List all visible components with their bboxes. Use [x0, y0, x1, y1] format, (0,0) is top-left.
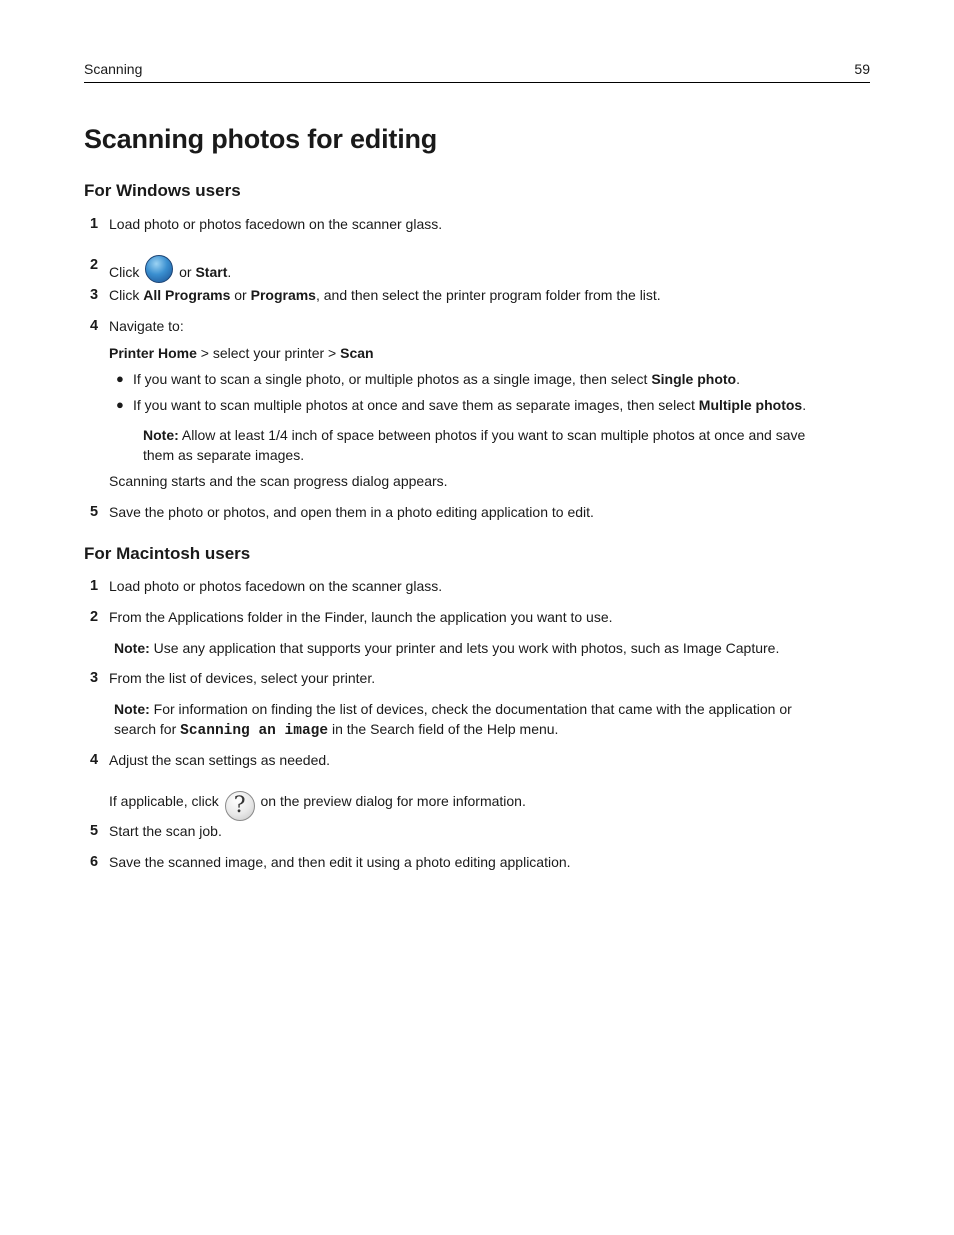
- step-text: Save the scanned image, and then edit it using a photo editing application.: [109, 854, 571, 870]
- step-number: 3: [90, 670, 99, 686]
- windows-start-orb-icon: [145, 255, 173, 283]
- note-text: Use any application that supports your printer and lets you work with photos, such as Image Capture.: [149, 640, 780, 656]
- step-number: 2: [90, 609, 99, 625]
- note-text: For information on finding the list of devices, check the documentation that came with the application or: [149, 701, 792, 717]
- if-applicable-post: on the preview dialog for more information.: [256, 793, 526, 809]
- step-text: From the Applications folder in the Finder, launch the application you want to use.: [109, 609, 613, 625]
- mac-heading: For Macintosh users: [84, 544, 251, 563]
- step-number: 4: [90, 318, 99, 334]
- programs-label: Programs: [250, 287, 316, 303]
- bullet-dot-icon: ●: [116, 371, 124, 386]
- note-label: Note:: [114, 701, 150, 717]
- step-text: Load photo or photos facedown on the scanner glass.: [109, 578, 443, 594]
- if-applicable-text: [109, 791, 526, 821]
- step-text: [109, 255, 231, 283]
- or-text: or: [230, 287, 251, 303]
- step-text: Load photo or photos facedown on the scanner glass.: [109, 216, 443, 232]
- note-text: search for: [114, 721, 181, 737]
- step-number: 2: [90, 257, 99, 273]
- step-text: Save the photo or photos, and open them in a photo editing application to edit.: [109, 504, 594, 520]
- period: .: [736, 371, 740, 387]
- period: .: [227, 264, 232, 280]
- period: .: [802, 397, 807, 413]
- scanning-starts-text: Scanning starts and the scan progress dialog appears.: [109, 473, 448, 489]
- printer-home-label: Printer Home: [109, 345, 197, 361]
- step-text: Start the scan job.: [109, 823, 222, 839]
- bullet-text: [133, 395, 806, 415]
- bullet-dot-icon: ●: [116, 397, 124, 412]
- path-middle: > select your printer >: [196, 345, 341, 361]
- if-applicable-pre: If applicable, click: [109, 793, 223, 809]
- click-text: Click: [109, 264, 140, 280]
- step-number: 5: [90, 823, 99, 839]
- page-number: 59: [854, 61, 870, 77]
- note-line-2: [114, 719, 792, 741]
- note-line-1: [114, 699, 792, 719]
- step-text: [109, 285, 661, 305]
- note-text: in the Search field of the Help menu.: [328, 721, 559, 737]
- click-text: Click: [109, 287, 144, 303]
- help-question-icon: ?: [225, 791, 255, 821]
- scan-label: Scan: [340, 345, 374, 361]
- step-number: 5: [90, 504, 99, 520]
- multiple-photos-label: Multiple photos: [698, 397, 803, 413]
- note-text: Allow at least 1/4 inch of space between photos if you want to scan multiple photos at once and save: [178, 427, 806, 443]
- step-number: 4: [90, 752, 99, 768]
- note-line-1: [143, 425, 805, 445]
- mac-note-2: [114, 699, 792, 741]
- windows-heading: For Windows users: [84, 181, 241, 200]
- all-programs-label: All Programs: [143, 287, 231, 303]
- bullet-body: If you want to scan a single photo, or multiple photos as a single image, then select: [133, 371, 652, 387]
- step-number: 1: [90, 578, 99, 594]
- step-number: 6: [90, 854, 99, 870]
- search-term-code: Scanning an image: [180, 723, 329, 739]
- header-section-title: Scanning: [84, 61, 143, 77]
- step-number: 1: [90, 216, 99, 232]
- note-label: Note:: [143, 427, 179, 443]
- single-photo-label: Single photo: [651, 371, 737, 387]
- step-number: 3: [90, 287, 99, 303]
- page-header: [84, 60, 870, 83]
- mac-note-1: [114, 638, 779, 658]
- step-text: From the list of devices, select your printer.: [109, 670, 376, 686]
- bullet-text: [133, 369, 740, 389]
- page-title: Scanning photos for editing: [84, 124, 438, 154]
- step-rest-text: , and then select the printer program folder from the list.: [315, 287, 661, 303]
- windows-note: [143, 425, 805, 465]
- bullet-body: If you want to scan multiple photos at once and save them as separate images, then select: [133, 397, 699, 413]
- step-text: Navigate to:: [109, 318, 184, 334]
- start-label: Start: [195, 264, 228, 280]
- or-text: or: [175, 264, 196, 280]
- step-text: Adjust the scan settings as needed.: [109, 752, 331, 768]
- note-label: Note:: [114, 640, 150, 656]
- note-line-2: them as separate images.: [143, 447, 305, 463]
- navigation-path: [109, 343, 374, 363]
